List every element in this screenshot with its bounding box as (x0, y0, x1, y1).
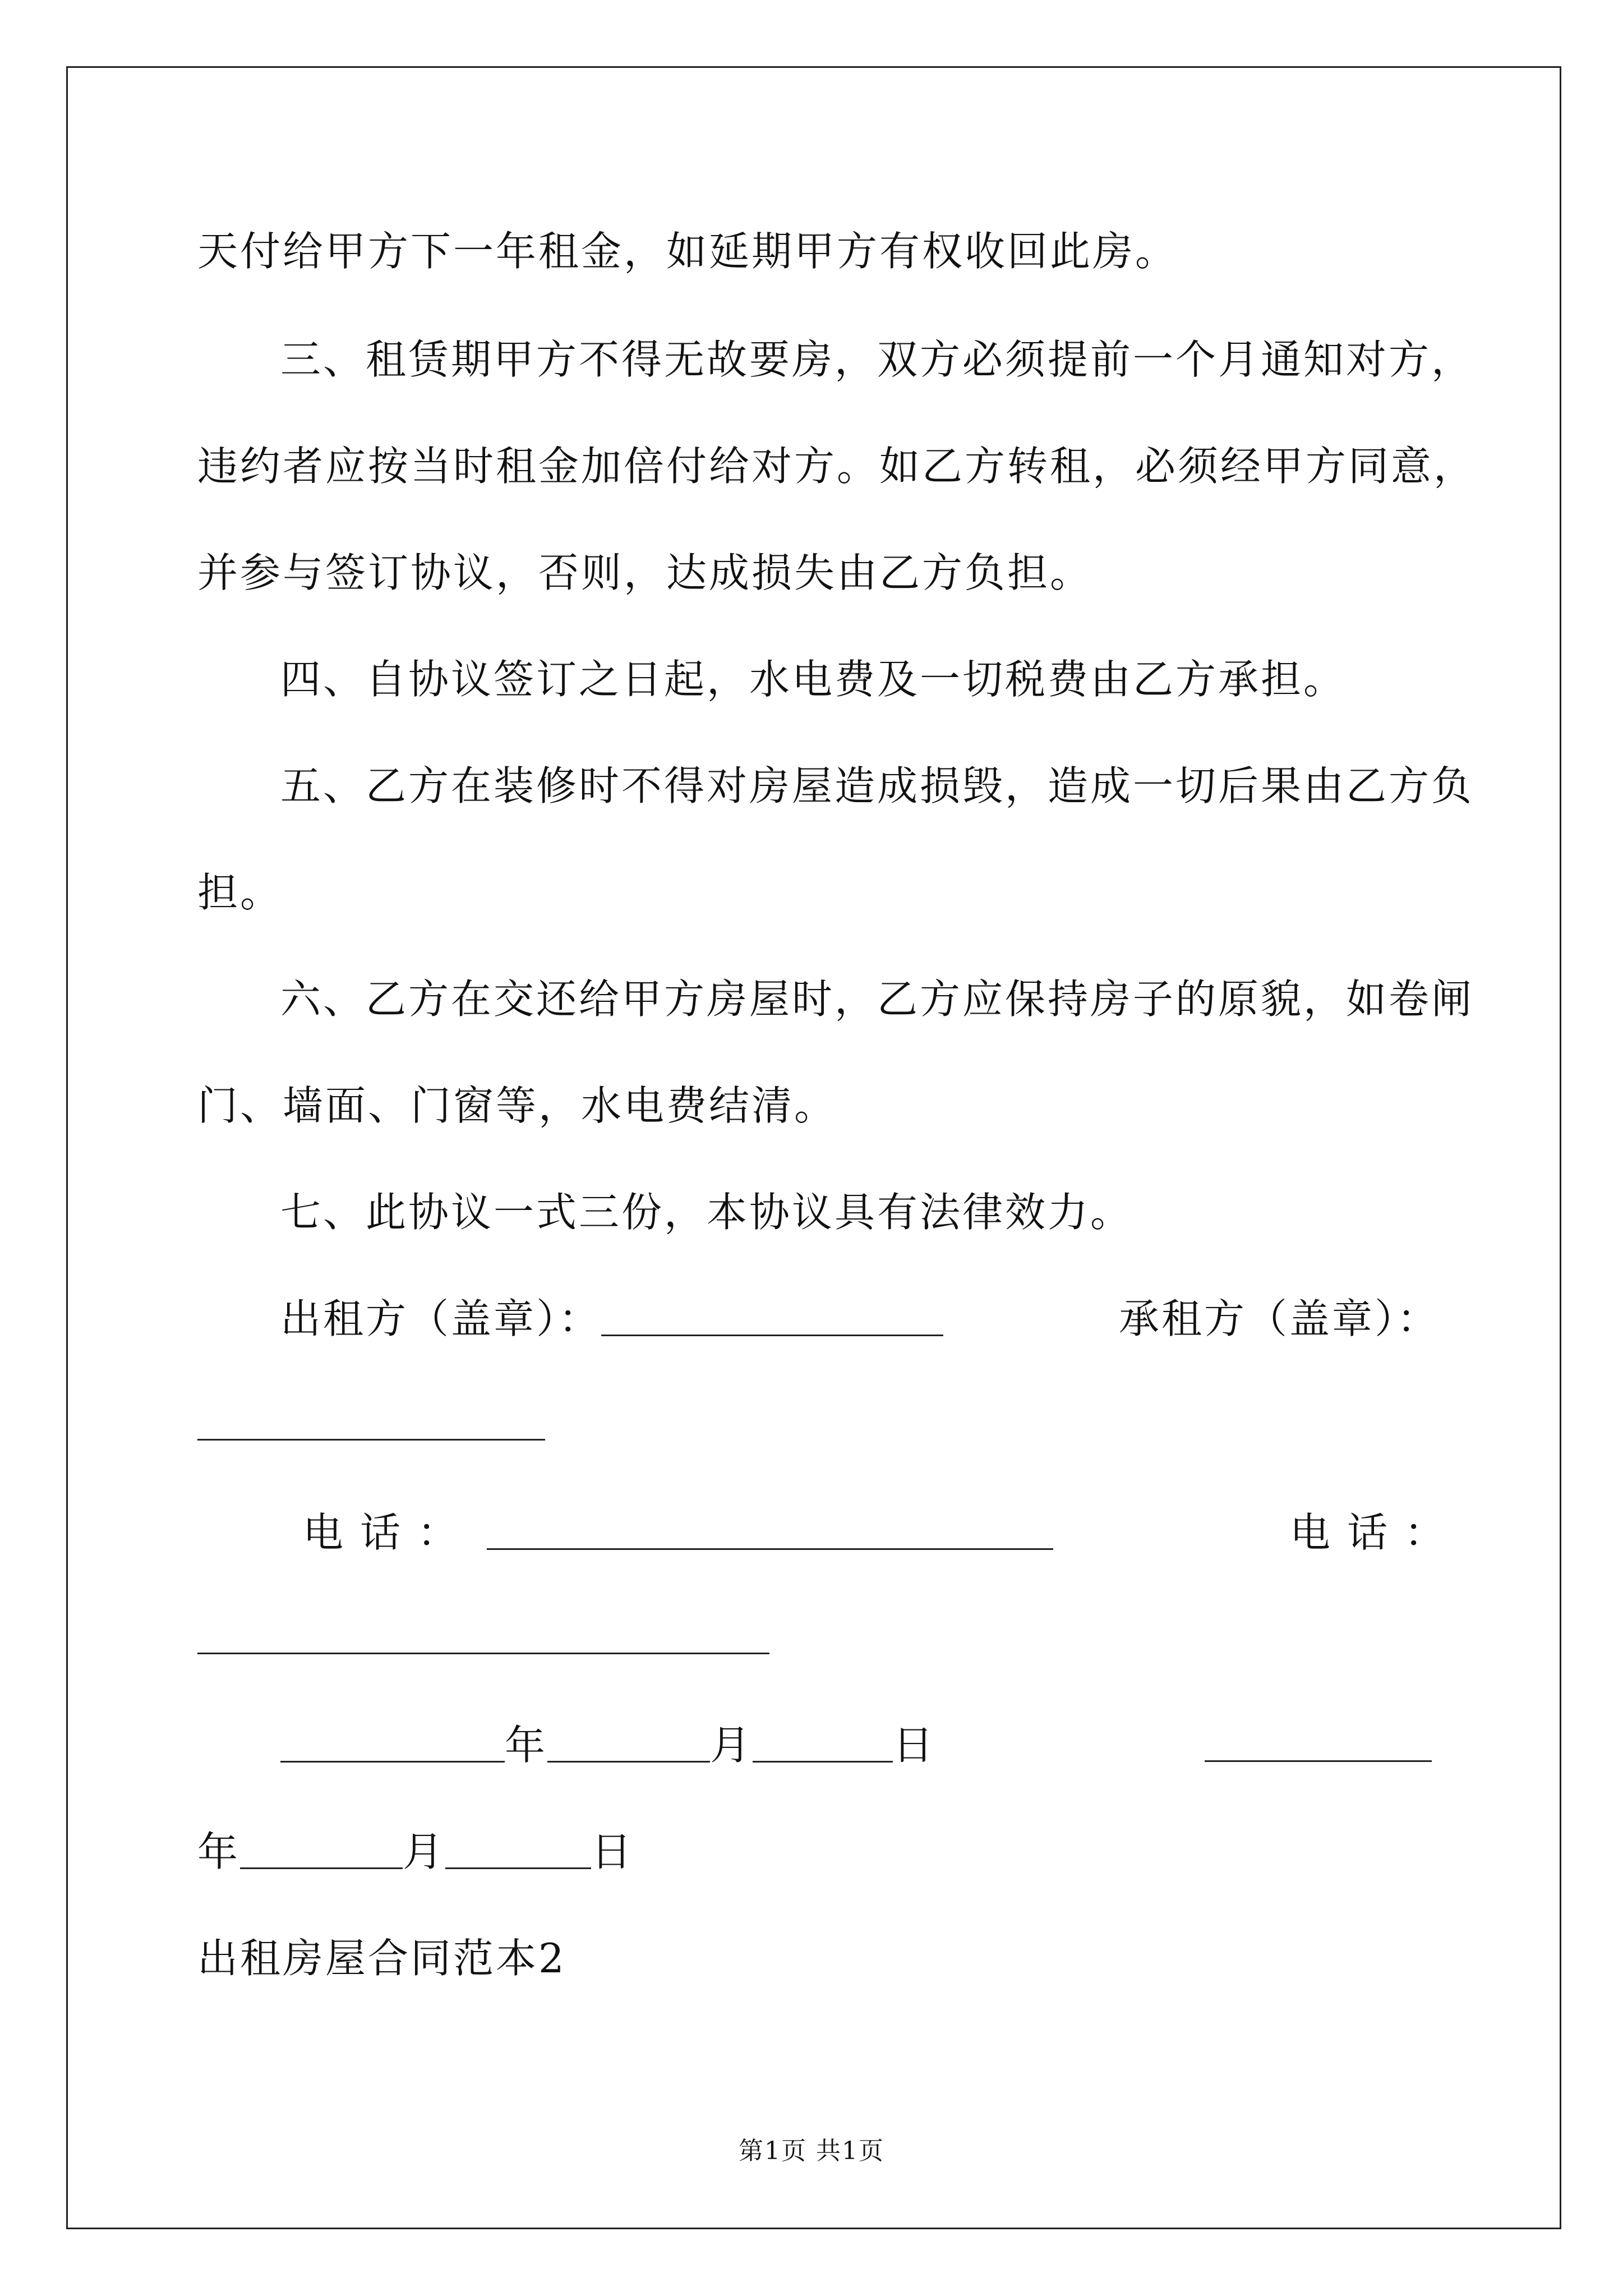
lessor-signature-blank (601, 1335, 943, 1336)
lessor-signature-line (280, 1295, 943, 1342)
lessee-day-blank (445, 1867, 591, 1869)
lessor-year-blank (280, 1761, 505, 1763)
lessee-year-blank (1205, 1760, 1432, 1762)
lessor-phone-label: 电话： (303, 1509, 475, 1556)
lessee-label: 承租方（盖章）： (1119, 1295, 1440, 1342)
lessee-phone-label: 电话： (1290, 1509, 1462, 1556)
lessor-day-label: 日 (893, 1722, 936, 1769)
lessor-year-label: 年 (505, 1722, 548, 1769)
lessor-phone-blank (487, 1548, 1053, 1550)
page-border (66, 66, 1561, 2229)
lessor-label: 出租方（盖章）： (280, 1295, 602, 1342)
clause-5-line-2: 担。 (197, 869, 283, 916)
paragraph-line-1: 天付给甲方下一年租金，如延期甲方有权收回此房。 (197, 228, 1178, 275)
lessee-signature-blank (197, 1439, 545, 1441)
lessee-year-label: 年 (197, 1828, 241, 1875)
lessee-date-line (197, 1828, 634, 1875)
lessee-month-label: 月 (403, 1828, 446, 1875)
clause-7: 七、此协议一式三份，本协议具有法律效力。 (280, 1189, 1133, 1236)
lessor-month-blank (547, 1761, 710, 1763)
lessee-phone-blank (197, 1653, 769, 1654)
clause-6-line-1: 六、乙方在交还给甲方房屋时，乙方应保持房子的原貌，如卷闸 (280, 976, 1474, 1023)
clause-3-line-3: 并参与签订协议，否则，达成损失由乙方负担。 (197, 549, 1093, 596)
next-section-title: 出租房屋合同范本2 (197, 1935, 566, 1982)
clause-3-line-2: 违约者应按当时租金加倍付给对方。如乙方转租，必须经甲方同意， (197, 443, 1477, 490)
clause-4: 四、自协议签订之日起，水电费及一切税费由乙方承担。 (280, 656, 1347, 703)
clause-5-line-1: 五、乙方在装修时不得对房屋造成损毁，造成一切后果由乙方负 (280, 762, 1474, 809)
clause-3-line-1: 三、租赁期甲方不得无故要房，双方必须提前一个月通知对方， (280, 336, 1474, 383)
lessor-phone-line (303, 1509, 1053, 1556)
lessee-month-blank (240, 1867, 403, 1869)
page-number-footer: 第1页 共1页 (739, 2137, 884, 2165)
lessor-date-line (280, 1722, 936, 1769)
clause-6-line-2: 门、墙面、门窗等，水电费结清。 (197, 1082, 837, 1129)
lessor-day-blank (753, 1761, 893, 1763)
lessee-day-label: 日 (591, 1828, 634, 1875)
lessor-month-label: 月 (710, 1722, 753, 1769)
